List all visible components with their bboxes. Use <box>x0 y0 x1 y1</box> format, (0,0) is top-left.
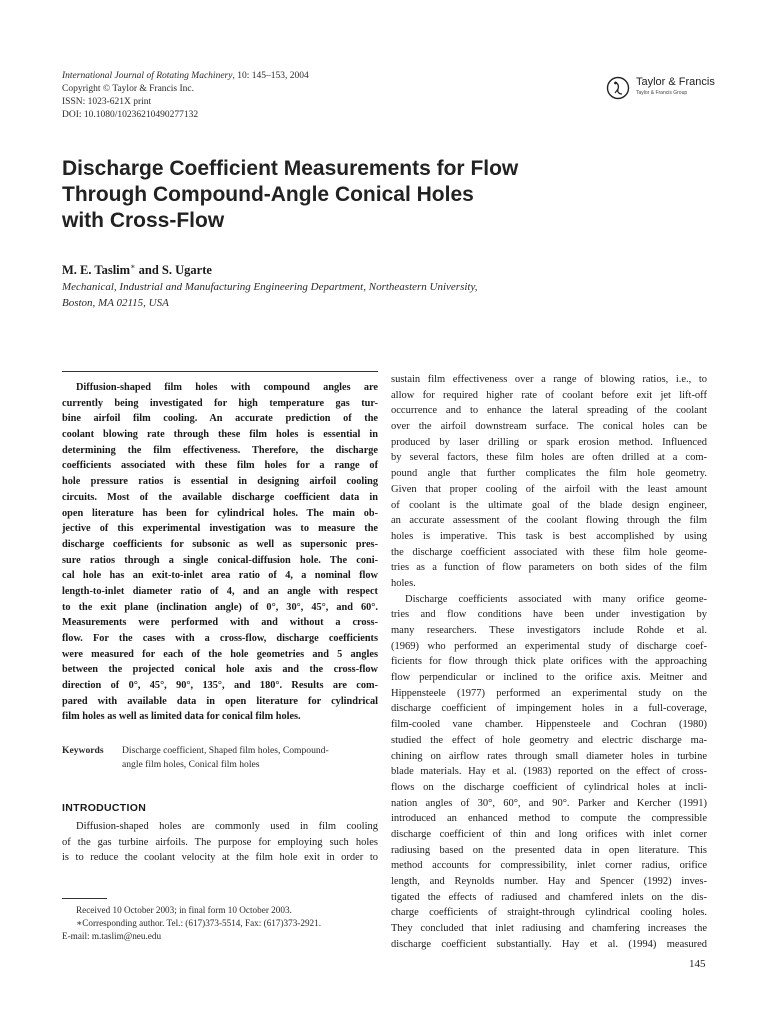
journal-citation <box>62 70 309 83</box>
text-line: sure ratios through a single conical-diffusion hole. The coni- <box>62 554 378 566</box>
received-note: Received 10 October 2003; in final form 10 October 2003. <box>76 905 292 915</box>
text-line: between the projected conical hole axis and the cross-flow <box>62 664 378 676</box>
text-line: Hippensteele (1977) performed an experimental study on the <box>391 687 707 699</box>
text-line: ficients for flow through thick plate orifices with the approaching <box>391 656 707 668</box>
email-note: E-mail: m.taslim@neu.edu <box>62 931 162 941</box>
keywords-line: angle film holes, Conical film holes <box>122 759 260 770</box>
keywords-label: Keywords <box>62 745 104 756</box>
text-line: tigated the effects of radiused and chamfered inlets on the dis- <box>391 891 707 903</box>
text-line: discharge coefficient of impingement holes in a full-coverage, <box>391 703 707 715</box>
text-line: direction of 0°, 45°, 90°, 135°, and 180°. Results are com- <box>62 680 378 692</box>
text-line: flow perpendicular or inclined to the orifice axis. Meitner and <box>391 672 707 684</box>
publisher-group: Taylor & Francis Group <box>636 90 688 96</box>
text-line: studied the effect of hole geometry and electric discharge ma- <box>391 734 707 746</box>
abstract-divider <box>62 371 378 372</box>
footnote-divider <box>62 898 107 899</box>
text-line: nation angles of 30°, 60°, and 90°. Parker and Kercher (1991) <box>391 797 707 809</box>
text-line: tries and flow conditions have been under investigation by <box>391 609 707 621</box>
text-line: They concluded that inlet radiusing and chamfering increases the <box>391 923 707 935</box>
affiliation-line: Mechanical, Industrial and Manufacturing Engineering Department, Northeastern University, <box>62 281 478 293</box>
affiliation <box>62 279 478 311</box>
text-line: tries as a function of flow parameters on both sides of the film <box>391 562 707 574</box>
abstract <box>62 380 378 725</box>
page-number: 145 <box>689 958 706 970</box>
text-line: film-cooled vane chamber. Hippensteele and Cochran (1980) <box>391 719 707 731</box>
text-line: flows on the discharge coefficient of cylindrical holes at incli- <box>391 781 707 793</box>
text-line: coolant blowing rate through these film holes is essential in <box>62 429 378 441</box>
text-line: by several factors, these film holes are often drilled at a com- <box>391 452 707 464</box>
text-line: bine airfoil film cooling. An accurate prediction of the <box>62 413 378 425</box>
text-line: Diffusion-shaped holes are commonly used in film cooling <box>76 821 378 832</box>
article-title <box>62 156 562 234</box>
text-line: produced by laser drilling or spark erosion method. Influenced <box>391 436 707 448</box>
text-line: holes is imperative. This task is best accomplished by using <box>391 530 707 542</box>
footnotes <box>62 904 378 943</box>
author-list <box>62 262 212 278</box>
title-line: with Cross-Flow <box>62 209 225 232</box>
doi-line: DOI: 10.1080/10236210490277132 <box>62 110 199 120</box>
text-line: jective of this experimental investigation was to measure the <box>62 523 378 535</box>
journal-name: International Journal of Rotating Machinery <box>62 71 233 81</box>
text-line: Measurements were performed with and without a cross- <box>62 617 378 629</box>
text-line: hole pressure ratios is essential in designing airfoil cooling <box>62 476 378 488</box>
text-line: circuits. Most of the available discharge coefficient data in <box>62 491 378 503</box>
text-line: length, and Reynolds number. Hay and Spencer (1992) inves- <box>391 876 707 887</box>
text-line: allow for required higher rate of coolant before exit jet lift-off <box>391 389 707 401</box>
corresponding-note: ∗Corresponding author. Tel.: (617)373-5514, Fax: (617)373-2921. <box>76 918 322 928</box>
title-line: Through Compound-Angle Conical Holes <box>62 183 474 206</box>
copyright-line: Copyright © Taylor & Francis Inc. <box>62 84 194 94</box>
text-line: flow. For the cases with a cross-flow, discharge coefficients <box>62 633 378 644</box>
text-line: discharge coefficient of thin and long orifices with inlet corner <box>391 828 707 840</box>
text-line: length-to-inlet diameter ratio of 4, and an angle with respect <box>62 585 378 597</box>
keywords-text <box>122 744 378 772</box>
text-line: of coolant is the ultimate goal of the blade design engineer, <box>391 499 707 511</box>
text-line: an accurate assessment of the coolant flowing through the film <box>391 515 707 527</box>
text-line: Discharge coefficients associated with many orifice geome- <box>405 593 707 605</box>
text-line: (1969) who performed an experimental study of discharge coef- <box>391 640 707 652</box>
text-line: determining the film effectiveness. Therefore, the discharge <box>62 444 378 456</box>
keywords-line: Discharge coefficient, Shaped film holes, Compound- <box>122 745 329 756</box>
issn-line: ISSN: 1023-621X print <box>62 97 152 107</box>
text-line: pared with available data in open literature for cylindrical <box>62 695 378 707</box>
publisher-logo <box>606 74 716 104</box>
text-line: the discharge coefficient associated with these film hole geome- <box>391 546 707 558</box>
text-line: occurrence and to enhance the lateral spreading of the coolant <box>391 405 707 417</box>
taylor-francis-logo-icon <box>606 76 630 100</box>
text-line: film holes as well as limited data for conical film holes. <box>62 711 301 723</box>
text-line: over the airfoil downstream surface. The conical holes can be <box>391 421 707 433</box>
text-line: coefficients associated with these film holes for a range of <box>62 460 378 472</box>
journal-volume-pages: , 10: 145–153, 2004 <box>232 71 309 81</box>
affiliation-line: Boston, MA 02115, USA <box>62 297 169 309</box>
text-line: pound angle that further complicates the film hole geometry. <box>391 468 707 480</box>
text-line: to the exit plane (inclination angle) of 0°, 30°, 45°, and 60°. <box>62 601 378 613</box>
text-line: introduced an enhanced method to compute the compressible <box>391 813 707 825</box>
text-line: radiusing based on the presented data in open literature. This <box>391 844 707 856</box>
corresponding-mark: ∗ <box>130 262 136 271</box>
text-line: method accounts for compressibility, inlet corner radius, orifice <box>391 860 707 872</box>
text-line: chining on airflow rates through small diameter holes in turbine <box>391 750 707 762</box>
introduction-text <box>62 819 378 866</box>
author-name: and S. Ugarte <box>135 263 212 278</box>
text-line: discharge coefficient substantially. Hay et al. (1994) measured <box>391 938 707 950</box>
text-line: charge coefficients of straight-through cylindrical cooling holes. <box>391 907 707 919</box>
text-line: were measured for each of the hole geometries and 5 angles <box>62 648 378 660</box>
text-line: cal hole has an exit-to-inlet area ratio of 4, a nominal flow <box>62 570 378 582</box>
right-column-text <box>391 372 707 952</box>
text-line: holes. <box>391 577 416 589</box>
text-line: sustain film effectiveness over a range of blowing ratios, i.e., to <box>391 374 707 385</box>
text-line: Given that proper cooling of the airfoil with the least amount <box>391 483 707 495</box>
title-line: Discharge Coefficient Measurements for Flow <box>62 157 519 180</box>
text-line: Diffusion-shaped film holes with compound angles are <box>76 382 378 393</box>
author-name: M. E. Taslim <box>62 263 131 278</box>
journal-info <box>62 70 309 122</box>
text-line: blade materials. Hay et al. (1983) reported on the effect of cross- <box>391 766 707 778</box>
text-line: many researchers. These investigators include Rohde et al. <box>391 625 707 636</box>
publisher-name: Taylor & Francis <box>636 76 715 88</box>
section-heading-introduction: INTRODUCTION <box>62 802 147 814</box>
text-line: of the gas turbine airfoils. The purpose for employing such holes <box>62 836 378 848</box>
text-line: discharge coefficients for subsonic as well as supersonic pres- <box>62 538 378 550</box>
text-line: currently being investigated for high temperature gas tur- <box>62 397 378 409</box>
text-line: is to reduce the coolant velocity at the film hole exit in order to <box>62 852 378 864</box>
text-line: open literature has been for cylindrical holes. The main ob- <box>62 507 378 519</box>
